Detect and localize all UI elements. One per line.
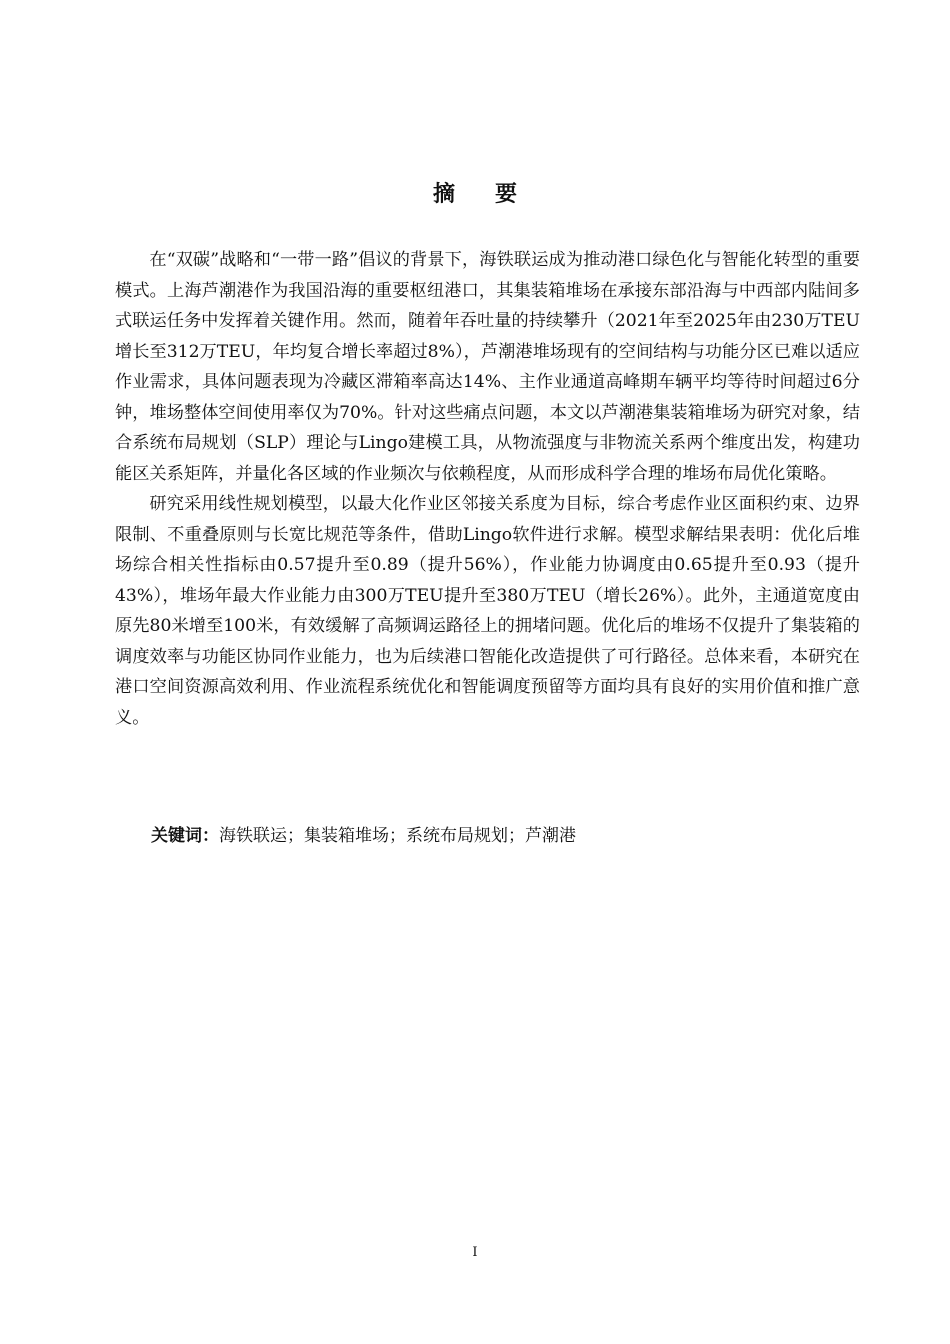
keywords-line — [151, 822, 851, 850]
keywords-label: 关键词： — [151, 826, 219, 846]
page-number: I — [472, 1245, 478, 1260]
abstract-body — [115, 245, 860, 733]
keywords-text: 海铁联运；集装箱堆场；系统布局规划；芦潮港 — [219, 826, 576, 846]
abstract-paragraph-1: 在“双碳”战略和“一带一路”倡议的背景下，海铁联运成为推动港口绿色化与智能化转型的重要模式。上海芦潮港作为我国沿海的重要枢纽港口，其集装箱堆场在承接东部沿海与中西部内陆间多式联运任务中发挥着关键作用。然而，随着年吞吐量的持续攀升（2021年至2025年由230万TEU增长至312万TEU，年均复合增长率超过8%），芦潮港堆场现有的空间结构与功能分区已难以适应作业需求，具体问题表现为冷藏区滞箱率高达14%、主作业通道高峰期车辆平均等待时间超过6分钟，堆场整体空间使用率仅为70%。针对这些痛点问题，本文以芦潮港集装箱堆场为研究对象，结合系统布局规划（SLP）理论与Lingo建模工具，从物流强度与非物流关系两个维度出发，构建功能区关系矩阵，并量化各区域的作业频次与依赖程度，从而形成科学合理的堆场布局优化策略。 — [115, 250, 860, 484]
abstract-paragraph-2: 研究采用线性规划模型，以最大化作业区邻接关系度为目标，综合考虑作业区面积约束、边界限制、不重叠原则与长宽比规范等条件，借助Lingo软件进行求解。模型求解结果表明：优化后堆场综合相关性指标由0.57提升至0.89（提升56%），作业能力协调度由0.65提升至0.93（提升43%），堆场年最大作业能力由300万TEU提升至380万TEU（增长26%）。此外，主通道宽度由原先80米增至100米，有效缓解了高频调运路径上的拥堵问题。优化后的堆场不仅提升了集装箱的调度效率与功能区协同作业能力，也为后续港口智能化改造提供了可行路径。总体来看，本研究在港口空间资源高效利用、作业流程系统优化和智能调度预留等方面均具有良好的实用价值和推广意义。 — [115, 494, 860, 728]
page-title: 摘要 — [432, 182, 557, 207]
